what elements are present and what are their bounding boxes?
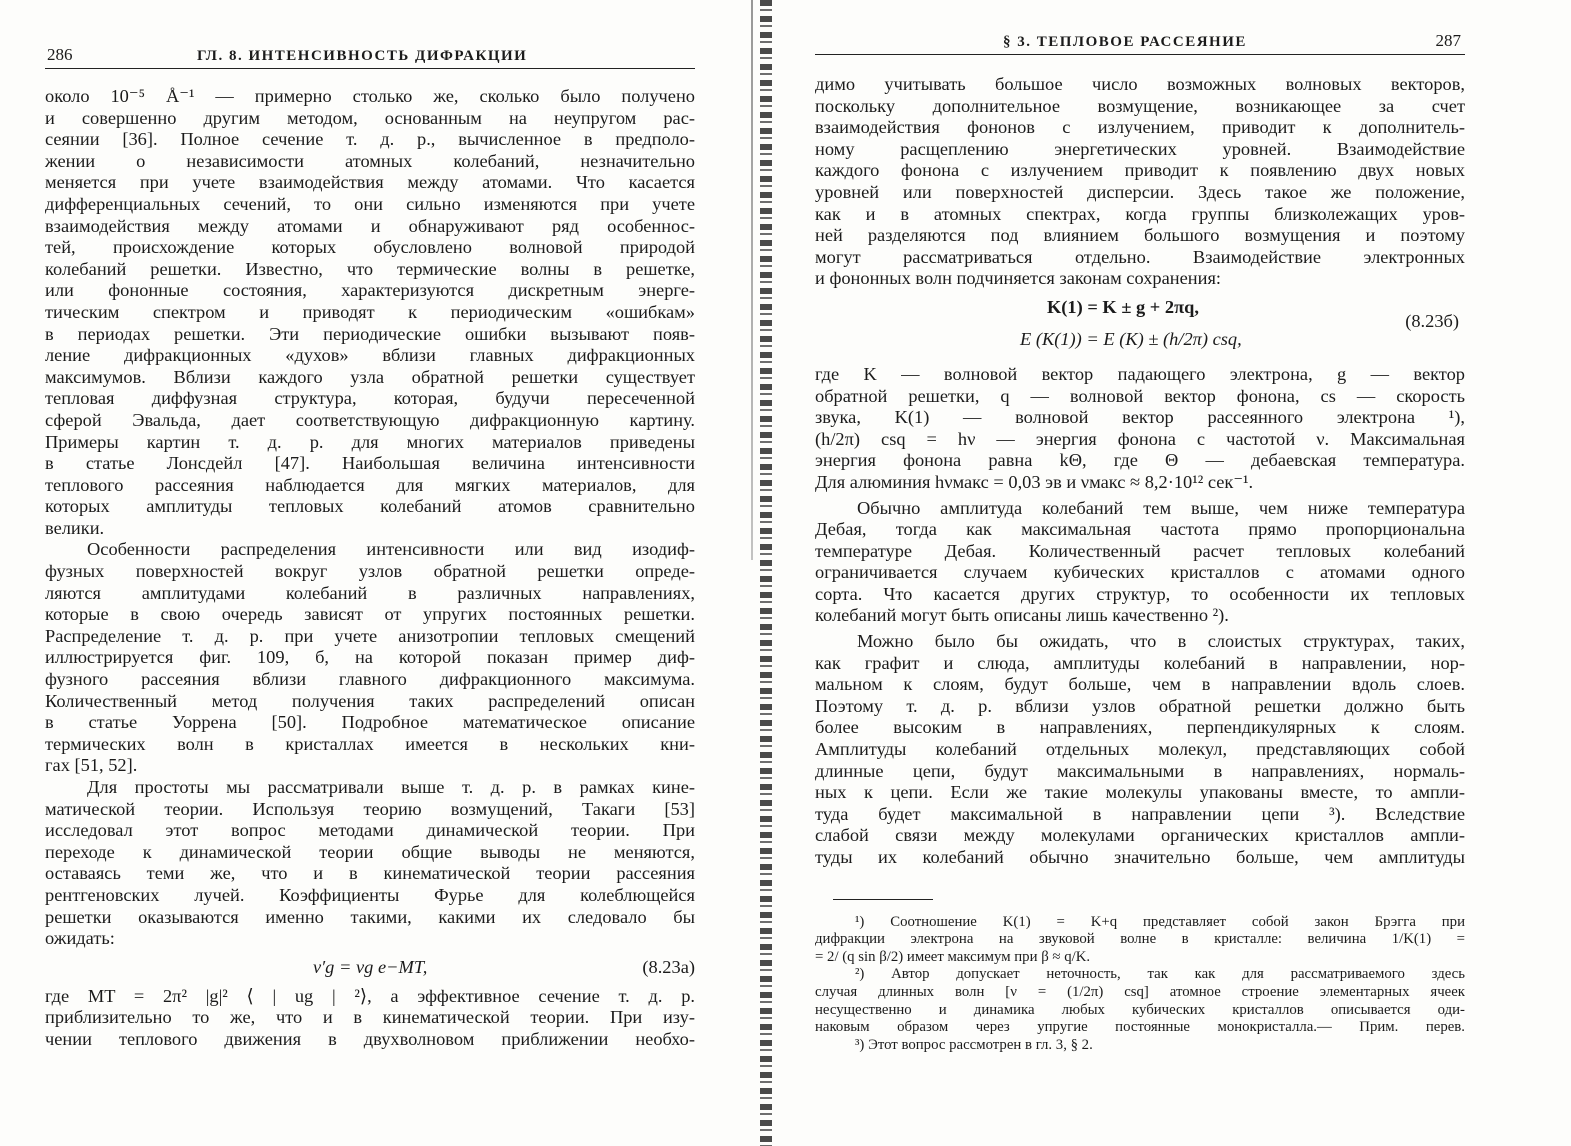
- text-line: Амплитуды колебаний отдельных молекул, представляющих собой: [815, 739, 1465, 760]
- text-line: поскольку дополнительное возмущение, возникающее за счет: [815, 95, 1465, 116]
- book-gutter: [760, 0, 772, 1146]
- footnote-line: ²) Автор допускает неточность, так как для рассматриваемого здесь: [855, 966, 1465, 983]
- footnote-rule: [833, 899, 933, 900]
- paragraph-3: [45, 777, 695, 950]
- text-line: дифференциальных сечений, то они сильно изменяются при учете: [45, 193, 695, 214]
- text-line: каждого фонона с излучением приводит к появлению двух новых: [815, 160, 1465, 181]
- text-line: димо учитывать большое число возможных волновых векторов,: [815, 74, 1465, 94]
- text-line: ных к цепи. Если же такие молекулы упакованы вместе, то ампли-: [815, 782, 1465, 803]
- text-line: взаимодействия между атомами и обнаруживают ряд особеннос-: [45, 215, 695, 236]
- text-line: фузного рассеяния вблизи главного дифракционного максимума.: [45, 669, 695, 690]
- text-line: иллюстрируется фиг. 109, б, на которой показан пример диф-: [45, 647, 695, 668]
- text-line: уровней или поверхностей дисперсии. Здесь такое же положение,: [815, 181, 1465, 202]
- text-line: около 10⁻⁵ Å⁻¹ — примерно столько же, сколько было получено: [45, 86, 695, 106]
- text-line: максимумов. Вблизи каждого узла обратной решетки существует: [45, 366, 695, 387]
- text-line: Дебая, тогда как максимальная частота прямо пропорциональна: [815, 519, 1465, 540]
- text-line: или фононные состояния, характеризуются дискретным энерге-: [45, 280, 695, 301]
- text-line: туда будет максимальной в направлении цепи ³). Вследствие: [815, 803, 1465, 824]
- text-line: меняется при учете взаимодействия между атомами. Что касается: [45, 172, 695, 193]
- text-line: жении о независимости атомных колебаний, незначительно: [45, 150, 695, 171]
- text-line: могут рассматриваться отдельно. Взаимодействие электронных: [815, 246, 1465, 267]
- text-line: ному расщеплению энергетических уровней. Взаимодействие: [815, 138, 1465, 159]
- text-line: матической теории. Используя теорию возмущений, Такаги [53]: [45, 798, 695, 819]
- footnote-line: = 2/ (q sin β/2) имеет максимум при β ≈ q/K.: [815, 948, 1091, 965]
- footnote-line: ³) Этот вопрос рассмотрен в гл. 3, § 2.: [855, 1036, 1093, 1053]
- equation-number: (8.23а): [642, 956, 695, 977]
- text-line: решетки оказываются именно такими, какими их следовало бы: [45, 906, 695, 927]
- footnote-line: дифракции электрона на звуковой волне в кристалле: величина 1/K(1) =: [815, 931, 1465, 948]
- text-line: сорта. Что касается других структур, то особенности их тепловых: [815, 583, 1465, 604]
- text-line: Можно было бы ожидать, что в слоистых структурах, таких,: [857, 631, 1465, 652]
- text-line: длинные цепи, будут максимальными в направлениях, нормаль-: [815, 760, 1465, 781]
- paragraph-3: [815, 498, 1465, 628]
- text-line: обратной решетки, q — волновой вектор фонона, cs — скорость: [815, 385, 1465, 406]
- text-line: в периодах решетки. Эти периодические ошибки вызывают появ-: [45, 323, 695, 344]
- text-line: ожидать:: [45, 928, 115, 949]
- text-line: велики.: [45, 517, 105, 538]
- text-line: которые в свою очередь зависят от упругих постоянных решетки.: [45, 604, 695, 625]
- equation-number: (8.23б): [1405, 310, 1459, 331]
- text-line: колебаний решетки. Известно, что термические волны в решетке,: [45, 258, 695, 279]
- text-line: Поэтому т. д. р. вблизи узлов обратной решетки должно быть: [815, 695, 1465, 716]
- text-line: которых амплитуды тепловых колебаний атомов сравнительно: [45, 496, 695, 517]
- footnote-line: несущественно и динамика любых кубических кристаллов описывается оди-: [815, 1001, 1465, 1018]
- text-line: Распределение т. д. р. при учете анизотропии тепловых смещений: [45, 625, 695, 646]
- text-line: Примеры картин т. д. р. для многих материалов приведены: [45, 431, 695, 452]
- text-line: ней разделяются под влиянием большого возмущения и поэтому: [815, 225, 1465, 246]
- text-line: сеянии [36]. Полное сечение т. д. р., вычисленное в предполо-: [45, 129, 695, 150]
- text-line: и фононных волн подчиняется законам сохранения:: [815, 268, 1222, 289]
- footnotes: [815, 914, 1465, 1055]
- text-line: в статье Уоррена [50]. Подробное математическое описание: [45, 712, 695, 733]
- footnote-2: [815, 966, 1465, 1036]
- text-line: колебаний могут быть описаны лишь качественно ²).: [815, 605, 1229, 626]
- text-line: Для простоты мы рассматривали выше т. д. р. в рамках кине-: [87, 777, 695, 797]
- text-line: переходе к динамической теории общие выводы не меняются,: [45, 841, 695, 862]
- text-line: теплового рассеяния наблюдается для мягких материалов, для: [45, 474, 695, 495]
- equation-8-23b-line-1: [815, 294, 1465, 320]
- text-line: и совершенно другим методом, основанным на неупругом рас-: [45, 107, 695, 128]
- paragraph-4: [815, 631, 1465, 869]
- text-line: фузных поверхностей вокруг узлов обратной решетки опреде-: [45, 561, 695, 582]
- book-gutter-shadow: [751, 0, 753, 560]
- equation-8-23a: [45, 954, 695, 980]
- text-line: гах [51, 52].: [45, 755, 138, 776]
- text-line: Количественный метод получения таких распределений описан: [45, 690, 695, 711]
- text-line: звука, K(1) — волновой вектор рассеянного электрона ¹),: [815, 407, 1465, 428]
- text-line: рентгеновских лучей. Коэффициенты Фурье для колеблющейся: [45, 884, 695, 905]
- running-head: [815, 30, 1465, 55]
- text-line: сферой Эвальда, дает соответствующую дифракционную картину.: [45, 409, 695, 430]
- text-line: ляются амплитудами колебаний в различных направлениях,: [45, 582, 695, 603]
- paragraph-4: [45, 986, 695, 1051]
- text-line: Обычно амплитуда колебаний тем выше, чем ниже температура: [857, 497, 1465, 518]
- text-line: мальном к слоям, будут больше, чем в направлении вдоль слоев.: [815, 674, 1465, 695]
- equation-formula: v′g = vg e−MT,: [313, 956, 428, 977]
- text-line: Особенности распределения интенсивности или вид изодиф-: [87, 539, 695, 560]
- text-line: как графит и слюда, амплитуды колебаний в направлении, нор-: [815, 652, 1465, 673]
- text-line: чении теплового движения в двухволновом приближении необхо-: [45, 1028, 695, 1049]
- paragraph-1: [815, 74, 1465, 290]
- paragraph-2: [815, 364, 1465, 494]
- text-line: температуре Дебая. Количественный расчет тепловых колебаний: [815, 540, 1465, 561]
- running-title: ГЛ. 8. ИНТЕНСИВНОСТЬ ДИФРАКЦИИ: [197, 48, 528, 64]
- paragraph-2: [45, 539, 695, 777]
- text-line: оставаясь теми же, что и в кинематической теории рассеяния: [45, 863, 695, 884]
- text-line: более высоким в направлениях, перпендикулярных к слоям.: [815, 717, 1465, 738]
- text-line: ление дифракционных «духов» вблизи главных дифракционных: [45, 345, 695, 366]
- footnote-line: ¹) Соотношение K(1) = K+q представляет собой закон Брэгга при: [855, 913, 1465, 930]
- equation-8-23b-line-2: [815, 310, 1465, 358]
- text-line: слабой связи между молекулами органических кристаллов ампли-: [815, 825, 1465, 846]
- text-line: туды их колебаний обычно значительно больше, чем амплитуды: [815, 847, 1465, 867]
- text-line: в статье Лонсдейл [47]. Наибольшая величина интенсивности: [45, 453, 695, 474]
- footnote-line: наковым образом через упругие постоянные монокристалла.— Прим. перев.: [815, 1019, 1465, 1036]
- footnote-line: случая длинных волн [ν = (1/2π) csq] атомное строение элементарных ячеек: [815, 983, 1465, 1000]
- text-line: как и в атомных спектрах, когда группы близколежащих уров-: [815, 203, 1465, 224]
- page-body: [45, 86, 695, 1051]
- running-title: § 3. ТЕПЛОВОЕ РАССЕЯНИЕ: [1003, 34, 1247, 50]
- text-line: исследовал этот вопрос методами динамической теории. При: [45, 820, 695, 841]
- paragraph-1: [45, 86, 695, 539]
- text-line: (h/2π) csq = hν — энергия фонона с частотой ν. Максимальная: [815, 428, 1465, 449]
- text-line: тепловая диффузная структура, которая, будучи пересеченной: [45, 388, 695, 409]
- equation-formula: E (K(1)) = E (K) ± (h/2π) csq,: [1020, 328, 1242, 349]
- page-body: [815, 74, 1465, 1054]
- text-line: приблизительно то же, что и в кинематической теории. При изу-: [45, 1007, 695, 1028]
- text-line: термических волн в кристаллах имеется в нескольких кни-: [45, 733, 695, 754]
- text-line: энергия фонона равна kΘ, где Θ — дебаевская температура.: [815, 450, 1465, 471]
- text-line: где MT = 2π² |g|² ⟨ | ug | ²⟩, а эффективное сечение т. д. р.: [45, 985, 695, 1006]
- footnote-1: [815, 914, 1465, 967]
- equation-formula: K(1) = K ± g + 2πq,: [1047, 296, 1199, 317]
- running-head: [45, 44, 695, 69]
- text-line: Для алюминия hνмакс = 0,03 эв и νмакс ≈ 8,2·10¹² сек⁻¹.: [815, 471, 1254, 492]
- footnote-3: [815, 1037, 1465, 1055]
- text-line: где K — волновой вектор падающего электрона, g — вектор: [815, 363, 1465, 384]
- text-line: тей, происхождение которых обусловлено волновой природой: [45, 237, 695, 258]
- text-line: тическим спектром и приводят к периодическим «ошибкам»: [45, 301, 695, 322]
- text-line: взаимодействия фононов с излучением, приводит к дополнитель-: [815, 117, 1465, 138]
- text-line: ограничивается случаем кубических кристаллов с атомами одного: [815, 562, 1465, 583]
- page-number: 286: [47, 45, 73, 64]
- page-number: 287: [1435, 31, 1461, 50]
